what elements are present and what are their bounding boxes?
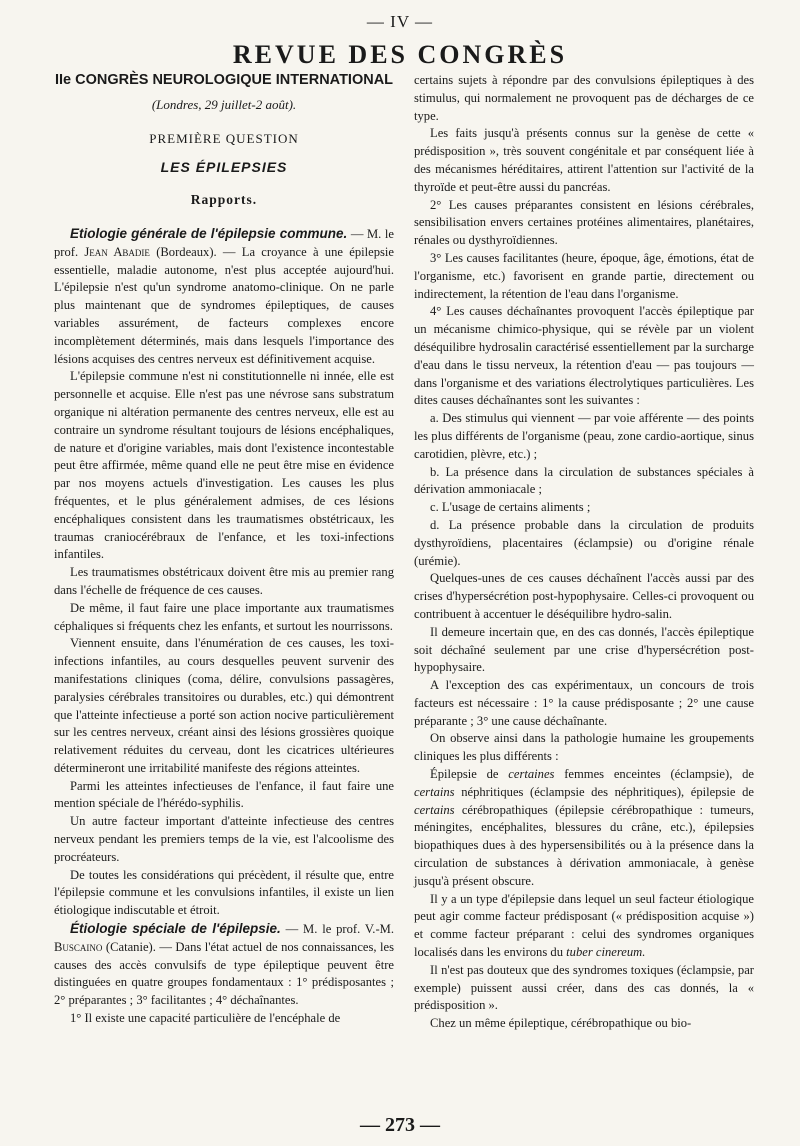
list-item: a. Des stimulus qui viennent — par voie afférente — des points les plus différents de l'organisme (peau, zone cardio-aortique, sinus carotidien, plèvre, etc.) ; bbox=[414, 411, 754, 461]
author-intro: — M. le prof. bbox=[54, 226, 394, 259]
paragraph: Les faits jusqu'à présents connus sur la genèse de cette « prédisposition », très souvent congénitale et par conséquent liée à des mécanismes héréditaires, attirent l'attention sur l'activité de la thyroïde et peut-être aussi du pancréas. bbox=[414, 126, 754, 194]
paragraph: Parmi les atteintes infectieuses de l'enfance, il faut faire une mention spéciale de l'hérédo-syphilis. bbox=[54, 778, 394, 811]
author-intro: — M. le prof. V.-M. bbox=[285, 922, 394, 937]
section-special-etiology bbox=[54, 920, 394, 1010]
paragraph: Quelques-unes de ces causes déchaînent l'accès aussi par des crises d'hypersécrétion post-hypophysaire. Celles-ci provoquent ou contribuent à accentuer le déséquilibre hydro-salin. bbox=[414, 571, 754, 621]
paragraph: De même, il faut faire une place importante aux traumatismes céphaliques si fréquents chez les enfants, et surtout les nourrissons. bbox=[54, 600, 394, 633]
paragraph bbox=[414, 891, 754, 962]
journal-title: REVUE DES CONGRÈS bbox=[232, 40, 568, 69]
emphasis: certains bbox=[414, 784, 455, 799]
congress-place-date: (Londres, 29 juillet-2 août). bbox=[151, 96, 297, 112]
paragraph: certains sujets à répondre par des convulsions épileptiques à des stimulus, qui normalement ne provoquent pas de décharges de ce type. bbox=[414, 73, 754, 123]
list-item: c. L'usage de certains aliments ; bbox=[430, 500, 591, 515]
author-name: Buscaino bbox=[54, 939, 103, 954]
emphasis: tuber cinereum. bbox=[566, 945, 646, 960]
section-title: Etiologie générale de l'épilepsie commune. bbox=[70, 225, 348, 241]
author-name: Jean Abadie bbox=[84, 244, 150, 259]
page-roman-numeral: — IV — bbox=[366, 12, 434, 31]
section-general-etiology bbox=[54, 225, 394, 368]
section-title: Étiologie spéciale de l'épilepsie. bbox=[70, 921, 281, 937]
paragraph: 1° Il existe une capacité particulière de l'encéphale de bbox=[70, 1011, 341, 1026]
theme-heading: LES ÉPILEPSIES bbox=[160, 159, 288, 176]
left-column bbox=[54, 72, 394, 1028]
list-item: b. La présence dans la circulation de substances spéciales à dérivation ammoniacale ; bbox=[414, 464, 754, 497]
paragraph: L'épilepsie commune n'est ni constitutionnelle ni innée, elle est personnelle et acquise. Elle n'est pas une névrose sans substratum organique ni altération permanente des centres nerveux, elle est au contraire un syndrome résultant toujours de lésions encéphaliques, de nature et d'origine variables, mais dont l'existence incontestable peut être affirmée, même quand elle ne peut être mise en évidence par nos moyens actuels d'investigation. Les causes les plus fréquentes, et le plus généralement admises, de ces lésions encéphaliques consistent dans les traumatismes obstétricaux, les traumas craniocérébraux de l'enfance, et les toxi-infections infantiles. bbox=[54, 369, 394, 562]
right-column bbox=[414, 72, 754, 1033]
list-item: d. La présence probable dans la circulation de produits dysthyroïdiens, placentaires (éclampsie) ou d'origine rénale (urémie). bbox=[414, 517, 754, 568]
paragraph-text: (Catanie). — Dans l'état actuel de nos connaissances, les causes des accès convulsifs de type épileptique peuvent être distinguées en quatre groupes fondamentaux : 1° prédisposantes ; 2° préparantes ; 3° facilitantes ; 4° déchaînantes. bbox=[54, 939, 395, 1008]
reports-heading: Rapports. bbox=[190, 192, 258, 208]
paragraph: 3° Les causes facilitantes (heure, époque, âge, émotions, état de l'organisme, etc.) favorisent en grande partie, directement ou indirectement, la rétention de l'eau dans l'organisme. bbox=[414, 250, 754, 301]
paragraph: Les traumatismes obstétricaux doivent être mis au premier rang dans l'échelle de fréquence de ces causes. bbox=[54, 565, 394, 597]
paragraph: 4° Les causes déchaînantes provoquent l'accès épileptique par un mécanisme chimico-physique, qui se révèle par un violent déséquilibre hydrosalin caractérisé essentiellement par la surcharge d'eau dans le tissu nerveux, la rétention d'eau — pas toujours — dans l'organisme et des variations électrolytiques particulières. Les dites causes déchaînantes sont les suivantes : bbox=[414, 304, 754, 408]
text-run: femmes enceintes (éclampsie), de bbox=[564, 767, 754, 782]
emphasis: certains bbox=[414, 802, 455, 817]
text-run: cérébropathiques (épilepsie cérébropathique : tumeurs, méningites, encéphalites, blessures du crâne, etc.), épilepsies biopathiques dues à des hypersensibilités ou à la présence dans la circulation de substances à dérivation ammoniacale, à genèse jusqu'à présent obscure. bbox=[414, 802, 755, 888]
paragraph: 2° Les causes préparantes consistent en lésions cérébrales, sensibilisation envers certaines protéines alimentaires, planétaires, rénales ou dysthyroïdiennes. bbox=[414, 197, 754, 248]
page-number: — 273 — bbox=[360, 1114, 440, 1136]
paragraph: Il demeure incertain que, en des cas donnés, l'accès épileptique soit déchaîné seulement par une crise d'hypersécrétion post-hypophysaire. bbox=[414, 624, 754, 675]
text-run: Il y a un type d'épilepsie dans lequel un seul facteur étiologique peut agir comme facteur prédisposant (« prédisposition acquise ») et comme facteur préparant : celui des syndromes organiques localisés dans les environs du bbox=[414, 891, 754, 960]
paragraph: On observe ainsi dans la pathologie humaine les groupements cliniques les plus différents : bbox=[414, 731, 754, 764]
paragraph-text: (Bordeaux). — La croyance à une épilepsie essentielle, maladie autonome, n'est plus acceptée aujourd'hui. L'épilepsie n'est qu'un syndrome anatomo-clinique. On ne parle plus maintenant que de syndromes épileptiques, de causes variables assurément, de facteurs complexes encore incomplètement déterminés, mais dans lesquels l'importance des lésions acquises des centres nerveux est définitivement acquise. bbox=[54, 244, 394, 366]
paragraph bbox=[414, 766, 754, 891]
text-run: néphritiques (éclampsie des néphritiques), épilepsie de bbox=[461, 784, 755, 799]
paragraph: Viennent ensuite, dans l'énumération de ces causes, les toxi-infections infantiles, au cours desquelles peuvent survenir des manifestations cliniques (coma, délire, convulsions passagères, paralysies cérébrales transitoires ou durables, etc.) qui démontrent que l'atteinte infectieuse a porté son action nocive particulièrement sur les centres nerveux, créant ainsi des lésions grossières quoique relativement réduites du cerveau, dont les cicatrices ultérieures détermineront une irritabilité manifeste des régions atteintes. bbox=[54, 636, 394, 775]
text-run: Épilepsie de bbox=[430, 767, 499, 782]
paragraph: Chez un même épileptique, cérébropathique ou bio- bbox=[430, 1016, 692, 1031]
paragraph: Il n'est pas douteux que des syndromes toxiques (éclampsie, par exemple) puissent aussi créer, dans des cas donnés, la « prédisposition ». bbox=[414, 962, 754, 1013]
question-heading: PREMIÈRE QUESTION bbox=[149, 130, 299, 146]
paragraph: Un autre facteur important d'atteinte infectieuse des centres nerveux pendant les premiers temps de la vie, est l'alcoolisme des procréateurs. bbox=[54, 814, 394, 864]
emphasis: certaines bbox=[508, 767, 555, 782]
congress-heading: IIe CONGRÈS NEUROLOGIQUE INTERNATIONAL bbox=[54, 72, 394, 88]
paragraph: De toutes les considérations qui précèdent, il résulte que, entre l'épilepsie commune et les convulsions infantiles, il existe un lien étiologique indiscutable et étroit. bbox=[54, 867, 394, 918]
paragraph: A l'exception des cas expérimentaux, un concours de trois facteurs est nécessaire : 1° la cause prédisposante ; 2° une cause préparante ; 3° une cause déchaînante. bbox=[414, 678, 754, 728]
